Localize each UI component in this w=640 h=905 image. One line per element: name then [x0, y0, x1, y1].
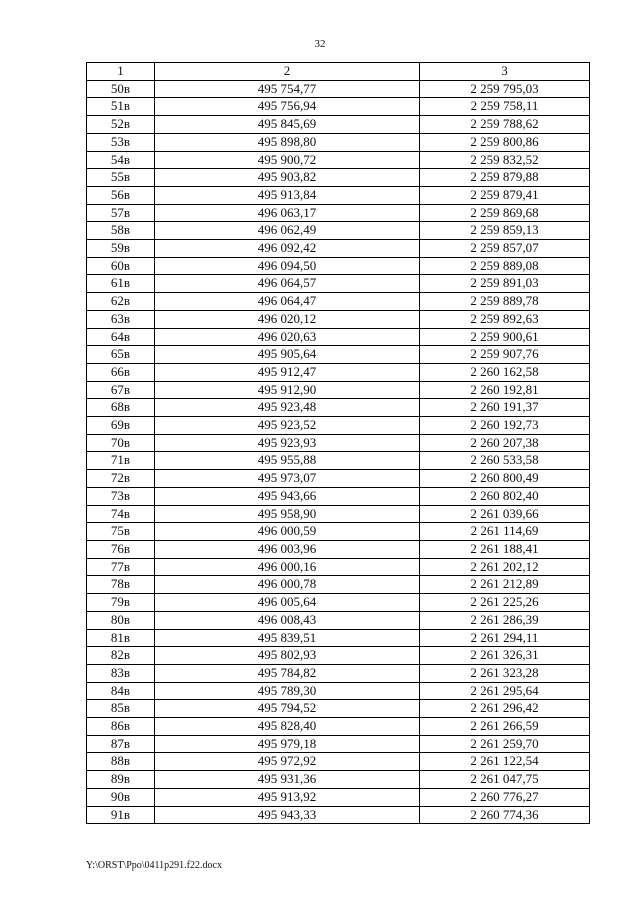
- x-coordinate-cell: 495 839,51: [155, 629, 420, 647]
- x-coordinate-cell: 495 923,52: [155, 417, 420, 435]
- table-row: [87, 806, 590, 824]
- y-coordinate-cell: 2 260 533,58: [420, 452, 590, 470]
- x-coordinate-cell: 496 020,12: [155, 310, 420, 328]
- point-id-cell: 87в: [87, 735, 155, 753]
- y-coordinate-cell: 2 259 889,08: [420, 257, 590, 275]
- table-row: [87, 523, 590, 541]
- table-row: [87, 151, 590, 169]
- table-row: [87, 417, 590, 435]
- y-coordinate-cell: 2 259 907,76: [420, 346, 590, 364]
- table-row: [87, 735, 590, 753]
- point-id-cell: 75в: [87, 523, 155, 541]
- y-coordinate-cell: 2 261 286,39: [420, 611, 590, 629]
- table-row: [87, 753, 590, 771]
- table-row: [87, 98, 590, 116]
- y-coordinate-cell: 2 259 832,52: [420, 151, 590, 169]
- y-coordinate-cell: 2 261 202,12: [420, 558, 590, 576]
- table-row: [87, 629, 590, 647]
- y-coordinate-cell: 2 260 207,38: [420, 434, 590, 452]
- x-coordinate-cell: 496 064,57: [155, 275, 420, 293]
- table-row: [87, 116, 590, 134]
- y-coordinate-cell: 2 261 326,31: [420, 647, 590, 665]
- x-coordinate-cell: 495 912,47: [155, 363, 420, 381]
- x-coordinate-cell: 496 000,59: [155, 523, 420, 541]
- point-id-cell: 81в: [87, 629, 155, 647]
- point-id-cell: 61в: [87, 275, 155, 293]
- x-coordinate-cell: 496 062,49: [155, 222, 420, 240]
- header-cell-point: 1: [87, 63, 155, 81]
- table-row: [87, 540, 590, 558]
- point-id-cell: 56в: [87, 186, 155, 204]
- y-coordinate-cell: 2 260 776,27: [420, 788, 590, 806]
- point-id-cell: 86в: [87, 718, 155, 736]
- footer-file-path: Y:\ORST\Ppo\0411p291.f22.docx: [86, 860, 222, 871]
- y-coordinate-cell: 2 260 192,81: [420, 381, 590, 399]
- point-id-cell: 55в: [87, 169, 155, 187]
- point-id-cell: 88в: [87, 753, 155, 771]
- x-coordinate-cell: 496 064,47: [155, 293, 420, 311]
- y-coordinate-cell: 2 259 892,63: [420, 310, 590, 328]
- x-coordinate-cell: 495 923,93: [155, 434, 420, 452]
- table-row: [87, 505, 590, 523]
- x-coordinate-cell: 495 845,69: [155, 116, 420, 134]
- table-row: [87, 293, 590, 311]
- point-id-cell: 54в: [87, 151, 155, 169]
- point-id-cell: 73в: [87, 487, 155, 505]
- x-coordinate-cell: 496 003,96: [155, 540, 420, 558]
- point-id-cell: 80в: [87, 611, 155, 629]
- point-id-cell: 53в: [87, 133, 155, 151]
- x-coordinate-cell: 496 063,17: [155, 204, 420, 222]
- table-row: [87, 186, 590, 204]
- table-row: [87, 363, 590, 381]
- point-id-cell: 51в: [87, 98, 155, 116]
- y-coordinate-cell: 2 259 758,11: [420, 98, 590, 116]
- y-coordinate-cell: 2 261 266,59: [420, 718, 590, 736]
- point-id-cell: 57в: [87, 204, 155, 222]
- point-id-cell: 64в: [87, 328, 155, 346]
- x-coordinate-cell: 495 913,92: [155, 788, 420, 806]
- point-id-cell: 72в: [87, 470, 155, 488]
- x-coordinate-cell: 495 754,77: [155, 80, 420, 98]
- point-id-cell: 90в: [87, 788, 155, 806]
- y-coordinate-cell: 2 261 296,42: [420, 700, 590, 718]
- x-coordinate-cell: 495 905,64: [155, 346, 420, 364]
- x-coordinate-cell: 495 828,40: [155, 718, 420, 736]
- x-coordinate-cell: 496 094,50: [155, 257, 420, 275]
- x-coordinate-cell: 495 784,82: [155, 664, 420, 682]
- table-row: [87, 275, 590, 293]
- x-coordinate-cell: 496 008,43: [155, 611, 420, 629]
- table-row: [87, 664, 590, 682]
- table-row: [87, 204, 590, 222]
- x-coordinate-cell: 495 943,33: [155, 806, 420, 824]
- y-coordinate-cell: 2 259 857,07: [420, 240, 590, 258]
- x-coordinate-cell: 495 972,92: [155, 753, 420, 771]
- y-coordinate-cell: 2 260 192,73: [420, 417, 590, 435]
- point-id-cell: 62в: [87, 293, 155, 311]
- y-coordinate-cell: 2 261 122,54: [420, 753, 590, 771]
- header-row: [87, 63, 590, 81]
- point-id-cell: 63в: [87, 310, 155, 328]
- point-id-cell: 71в: [87, 452, 155, 470]
- table-row: [87, 558, 590, 576]
- x-coordinate-cell: 495 923,48: [155, 399, 420, 417]
- point-id-cell: 69в: [87, 417, 155, 435]
- table-row: [87, 718, 590, 736]
- x-coordinate-cell: 496 005,64: [155, 594, 420, 612]
- x-coordinate-cell: 495 973,07: [155, 470, 420, 488]
- table-row: [87, 346, 590, 364]
- table-row: [87, 434, 590, 452]
- table-row: [87, 576, 590, 594]
- y-coordinate-cell: 2 261 259,70: [420, 735, 590, 753]
- x-coordinate-cell: 495 789,30: [155, 682, 420, 700]
- point-id-cell: 82в: [87, 647, 155, 665]
- y-coordinate-cell: 2 259 795,03: [420, 80, 590, 98]
- point-id-cell: 91в: [87, 806, 155, 824]
- table-row: [87, 381, 590, 399]
- x-coordinate-cell: 495 979,18: [155, 735, 420, 753]
- x-coordinate-cell: 495 794,52: [155, 700, 420, 718]
- y-coordinate-cell: 2 259 869,68: [420, 204, 590, 222]
- y-coordinate-cell: 2 261 294,11: [420, 629, 590, 647]
- point-id-cell: 83в: [87, 664, 155, 682]
- table-row: [87, 611, 590, 629]
- point-id-cell: 74в: [87, 505, 155, 523]
- table-row: [87, 169, 590, 187]
- y-coordinate-cell: 2 260 800,49: [420, 470, 590, 488]
- table-row: [87, 682, 590, 700]
- table-row: [87, 788, 590, 806]
- y-coordinate-cell: 2 261 188,41: [420, 540, 590, 558]
- y-coordinate-cell: 2 259 800,86: [420, 133, 590, 151]
- point-id-cell: 77в: [87, 558, 155, 576]
- point-id-cell: 60в: [87, 257, 155, 275]
- x-coordinate-cell: 495 912,90: [155, 381, 420, 399]
- y-coordinate-cell: 2 259 859,13: [420, 222, 590, 240]
- x-coordinate-cell: 495 903,82: [155, 169, 420, 187]
- y-coordinate-cell: 2 261 114,69: [420, 523, 590, 541]
- y-coordinate-cell: 2 259 788,62: [420, 116, 590, 134]
- point-id-cell: 67в: [87, 381, 155, 399]
- point-id-cell: 65в: [87, 346, 155, 364]
- y-coordinate-cell: 2 261 225,26: [420, 594, 590, 612]
- point-id-cell: 76в: [87, 540, 155, 558]
- y-coordinate-cell: 2 259 879,41: [420, 186, 590, 204]
- y-coordinate-cell: 2 259 889,78: [420, 293, 590, 311]
- table-header: [87, 63, 590, 81]
- x-coordinate-cell: 495 955,88: [155, 452, 420, 470]
- x-coordinate-cell: 496 092,42: [155, 240, 420, 258]
- x-coordinate-cell: 495 943,66: [155, 487, 420, 505]
- y-coordinate-cell: 2 260 162,58: [420, 363, 590, 381]
- point-id-cell: 58в: [87, 222, 155, 240]
- x-coordinate-cell: 495 958,90: [155, 505, 420, 523]
- table-row: [87, 310, 590, 328]
- point-id-cell: 85в: [87, 700, 155, 718]
- point-id-cell: 59в: [87, 240, 155, 258]
- y-coordinate-cell: 2 261 047,75: [420, 771, 590, 789]
- x-coordinate-cell: 495 900,72: [155, 151, 420, 169]
- y-coordinate-cell: 2 259 900,61: [420, 328, 590, 346]
- table-row: [87, 487, 590, 505]
- table-row: [87, 594, 590, 612]
- x-coordinate-cell: 495 898,80: [155, 133, 420, 151]
- y-coordinate-cell: 2 261 039,66: [420, 505, 590, 523]
- point-id-cell: 50в: [87, 80, 155, 98]
- x-coordinate-cell: 495 756,94: [155, 98, 420, 116]
- point-id-cell: 79в: [87, 594, 155, 612]
- y-coordinate-cell: 2 261 212,89: [420, 576, 590, 594]
- table-row: [87, 80, 590, 98]
- point-id-cell: 70в: [87, 434, 155, 452]
- y-coordinate-cell: 2 259 879,88: [420, 169, 590, 187]
- x-coordinate-cell: 495 913,84: [155, 186, 420, 204]
- x-coordinate-cell: 496 000,78: [155, 576, 420, 594]
- table-row: [87, 771, 590, 789]
- table-row: [87, 222, 590, 240]
- table-row: [87, 133, 590, 151]
- x-coordinate-cell: 496 000,16: [155, 558, 420, 576]
- table-row: [87, 470, 590, 488]
- table-row: [87, 240, 590, 258]
- page-number: 32: [314, 38, 326, 50]
- table-row: [87, 399, 590, 417]
- x-coordinate-cell: 495 802,93: [155, 647, 420, 665]
- y-coordinate-cell: 2 260 191,37: [420, 399, 590, 417]
- point-id-cell: 78в: [87, 576, 155, 594]
- table-row: [87, 328, 590, 346]
- table-body: [87, 80, 590, 824]
- y-coordinate-cell: 2 260 774,36: [420, 806, 590, 824]
- table-row: [87, 647, 590, 665]
- x-coordinate-cell: 496 020,63: [155, 328, 420, 346]
- table-row: [87, 452, 590, 470]
- table-row: [87, 700, 590, 718]
- y-coordinate-cell: 2 261 295,64: [420, 682, 590, 700]
- y-coordinate-cell: 2 259 891,03: [420, 275, 590, 293]
- header-cell-x: 2: [155, 63, 420, 81]
- y-coordinate-cell: 2 261 323,28: [420, 664, 590, 682]
- x-coordinate-cell: 495 931,36: [155, 771, 420, 789]
- point-id-cell: 66в: [87, 363, 155, 381]
- table-row: [87, 257, 590, 275]
- point-id-cell: 52в: [87, 116, 155, 134]
- header-cell-y: 3: [420, 63, 590, 81]
- point-id-cell: 89в: [87, 771, 155, 789]
- point-id-cell: 68в: [87, 399, 155, 417]
- point-id-cell: 84в: [87, 682, 155, 700]
- y-coordinate-cell: 2 260 802,40: [420, 487, 590, 505]
- coordinates-table: [86, 62, 590, 824]
